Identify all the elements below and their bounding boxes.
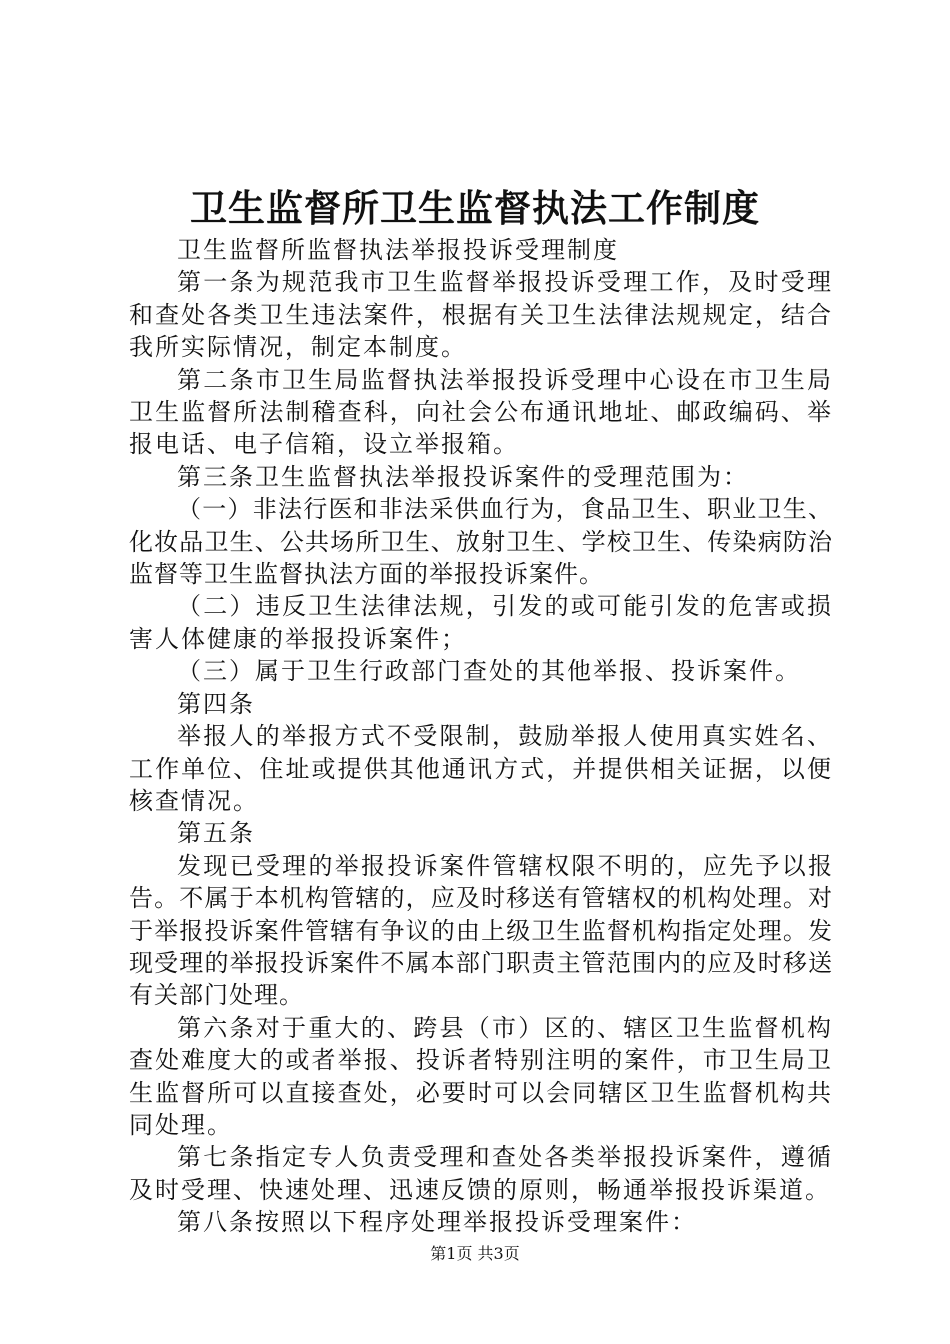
subtitle-paragraph: 卫生监督所监督执法举报投诉受理制度 [177,236,619,264]
article-8-paragraph: 第八条按照以下程序处理举报投诉受理案件： [177,1208,697,1237]
article-3-item-3-paragraph: （三）属于卫生行政部门查处的其他举报、投诉案件。 [177,657,801,686]
article-7-paragraph: 第七条指定专人负责受理和查处各类举报投诉案件，遵循及时受理、快速处理、迅速反馈的原则，畅通举报投诉渠道。 [129,1143,833,1204]
article-3-paragraph: 第三条卫生监督执法举报投诉案件的受理范围为： [177,462,749,491]
article-4-paragraph: 举报人的举报方式不受限制，鼓励举报人使用真实姓名、工作单位、住址或提供其他通讯方式，并提供相关证据，以便核查情况。 [129,722,833,815]
article-5-heading: 第五条 [177,819,255,848]
article-2-paragraph: 第二条市卫生局监督执法举报投诉受理中心设在市卫生局卫生监督所法制稽查科，向社会公布通讯地址、邮政编码、举报电话、电子信箱，设立举报箱。 [129,365,833,459]
document-title: 卫生监督所卫生监督执法工作制度 [190,186,760,230]
document-body [129,234,833,1239]
article-1-paragraph: 第一条为规范我市卫生监督举报投诉受理工作，及时受理和查处各类卫生违法案件，根据有关卫生法律法规规定，结合我所实际情况，制定本制度。 [129,268,833,362]
article-4-heading: 第四条 [177,689,255,718]
article-3-item-1-paragraph: （一）非法行医和非法采供血行为，食品卫生、职业卫生、化妆品卫生、公共场所卫生、放射卫生、学校卫生、传染病防治监督等卫生监督执法方面的举报投诉案件。 [129,495,833,589]
article-6-paragraph: 第六条对于重大的、跨县（市）区的、辖区卫生监督机构查处难度大的或者举报、投诉者特别注明的案件，市卫生局卫生监督所可以直接查处，必要时可以会同辖区卫生监督机构共同处理。 [129,1013,833,1139]
page-footer: 第1页 共3页 [430,1244,520,1263]
article-5-paragraph: 发现已受理的举报投诉案件管辖权限不明的，应先予以报告。不属于本机构管辖的，应及时移送有管辖权的机构处理。对于举报投诉案件管辖有争议的由上级卫生监督机构指定处理。发现受理的举报投诉案件不属本部门职责主管范围内的应及时移送有关部门处理。 [129,851,833,1010]
article-3-item-2-paragraph: （二）违反卫生法律法规，引发的或可能引发的危害或损害人体健康的举报投诉案件； [129,592,833,653]
